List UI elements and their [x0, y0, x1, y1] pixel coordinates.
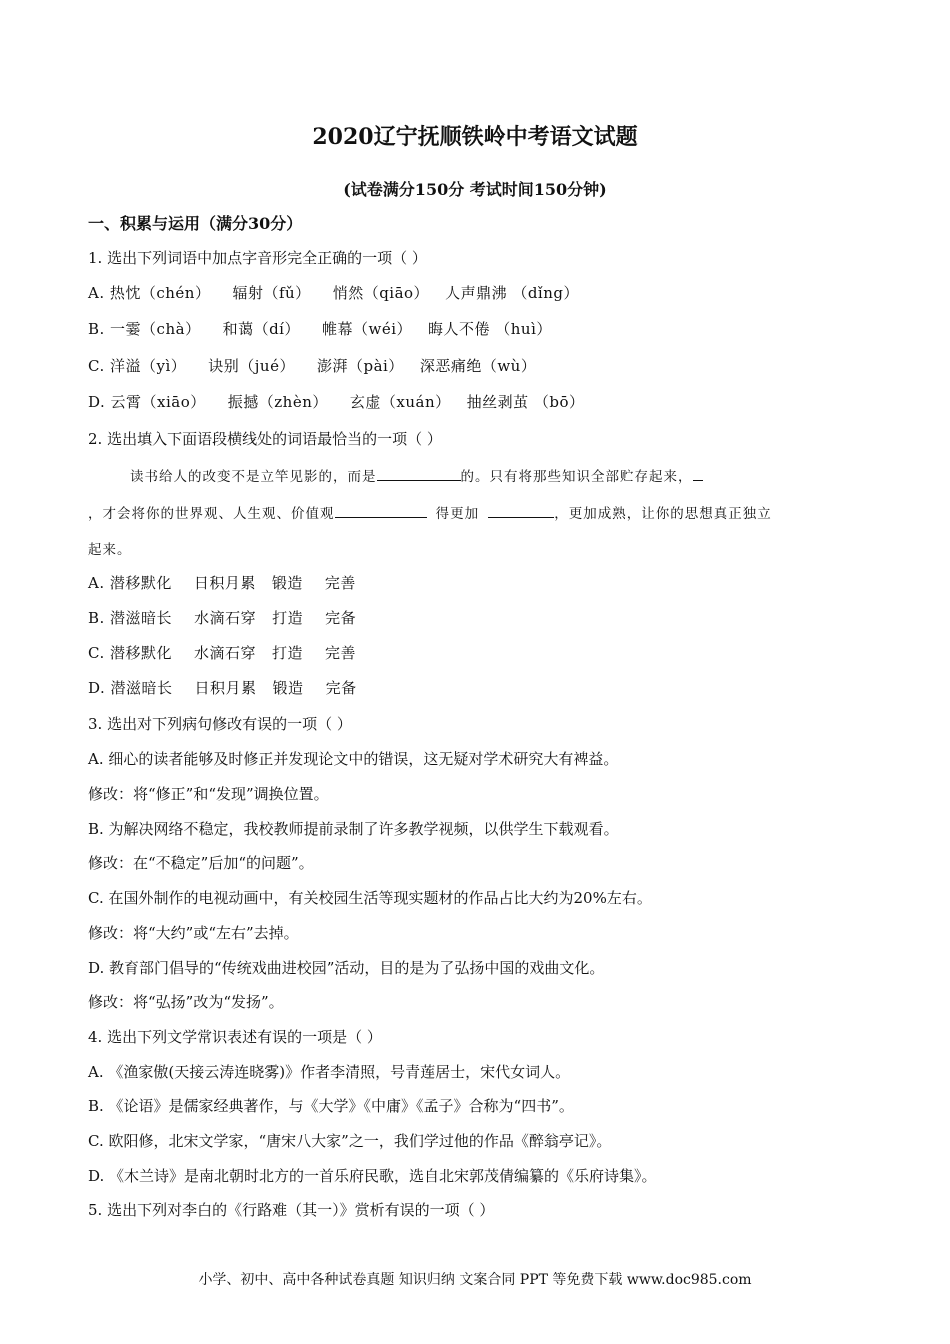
blank-3	[335, 502, 427, 518]
q5-stem: 5. 选出下列对李白的《行路难（其一）》赏析有误的一项（ ）	[88, 1201, 495, 1219]
q3-option-c: C. 在国外制作的电视动画中，有关校园生活等现实题材的作品占比大约为20%左右。	[88, 889, 652, 907]
q3-option-a-fix: 修改：将“修正”和“发现”调换位置。	[88, 785, 329, 803]
q2-stem: 2. 选出填入下面语段横线处的词语最恰当的一项（ ）	[88, 430, 442, 448]
q3-option-c-fix: 修改：将“大约”或“左右”去掉。	[88, 924, 299, 942]
q3-option-b-fix: 修改：在“不稳定”后加“的问题”。	[88, 854, 314, 872]
q2-passage-line2: ，才会将你的世界观、人生观、价值观 得更加 ，更加成熟，让你的思想真正独立	[88, 502, 772, 524]
blank-4	[488, 502, 554, 518]
q1-stem: 1. 选出下列词语中加点字音形完全正确的一项（ ）	[88, 249, 427, 267]
q3-stem: 3. 选出对下列病句修改有误的一项（ ）	[88, 715, 352, 733]
q3-option-a: A. 细心的读者能够及时修正并发现论文中的错误，这无疑对学术研究大有裨益。	[88, 750, 619, 768]
q2-option-a: A. 潜移默化 日积月累 锻造 完善	[88, 574, 356, 592]
q1-option-b: B. 一霎（chà） 和蔼（dí） 帷幕（wéi） 晦人不倦 （huì）	[88, 320, 552, 338]
q4-option-c: C. 欧阳修，北宋文学家，“唐宋八大家”之一，我们学过他的作品《醉翁亭记》。	[88, 1132, 612, 1150]
blank-2	[693, 465, 703, 481]
page-subtitle: (试卷满分150分 考试时间150分钟)	[343, 180, 607, 199]
q4-option-a: A. 《渔家傲(天接云涛连晓雾)》作者李清照，号青莲居士，宋代女词人。	[88, 1063, 571, 1081]
page-footer: 小学、初中、高中各种试卷真题 知识归纳 文案合同 PPT 等免费下载 www.doc985.com	[198, 1272, 752, 1288]
q1-option-d: D. 云霄（xiāo） 振撼（zhèn） 玄虚（xuán） 抽丝剥茧 （bō）	[88, 393, 585, 411]
q1-option-c: C. 洋溢（yì） 诀别（jué） 澎湃（pài） 深恶痛绝（wù）	[88, 357, 537, 375]
q4-stem: 4. 选出下列文学常识表述有误的一项是（ ）	[88, 1028, 382, 1046]
q4-option-d: D. 《木兰诗》是南北朝时北方的一首乐府民歌，选自北宋郭茂倩编纂的《乐府诗集》。	[88, 1167, 657, 1185]
q2-option-b: B. 潜滋暗长 水滴石穿 打造 完备	[88, 609, 357, 627]
q2-passage-line1: 读书给人的改变不是立竿见影的，而是 的。只有将那些知识全部贮存起来，	[130, 465, 703, 487]
q4-option-b: B. 《论语》是儒家经典著作，与《大学》《中庸》《孟子》合称为“四书”。	[88, 1097, 574, 1115]
page-title: 2020辽宁抚顺铁岭中考语文试题	[312, 124, 638, 150]
q1-option-a: A. 热忱（chén） 辐射（fǔ） 悄然（qiāo） 人声鼎沸 （dǐng）	[88, 284, 579, 302]
section-heading: 一、积累与运用（满分30分）	[88, 214, 303, 233]
q2-passage-line3: 起来。	[88, 542, 132, 558]
q3-option-d-fix: 修改：将“弘扬”改为“发扬”。	[88, 993, 284, 1011]
q3-option-d: D. 教育部门倡导的“传统戏曲进校园”活动，目的是为了弘扬中国的戏曲文化。	[88, 959, 605, 977]
blank-1	[377, 465, 461, 481]
q2-option-c: C. 潜移默化 水滴石穿 打造 完善	[88, 644, 357, 662]
q3-option-b: B. 为解决网络不稳定，我校教师提前录制了许多教学视频，以供学生下载观看。	[88, 820, 619, 838]
q2-option-d: D. 潜滋暗长 日积月累 锻造 完备	[88, 679, 357, 697]
